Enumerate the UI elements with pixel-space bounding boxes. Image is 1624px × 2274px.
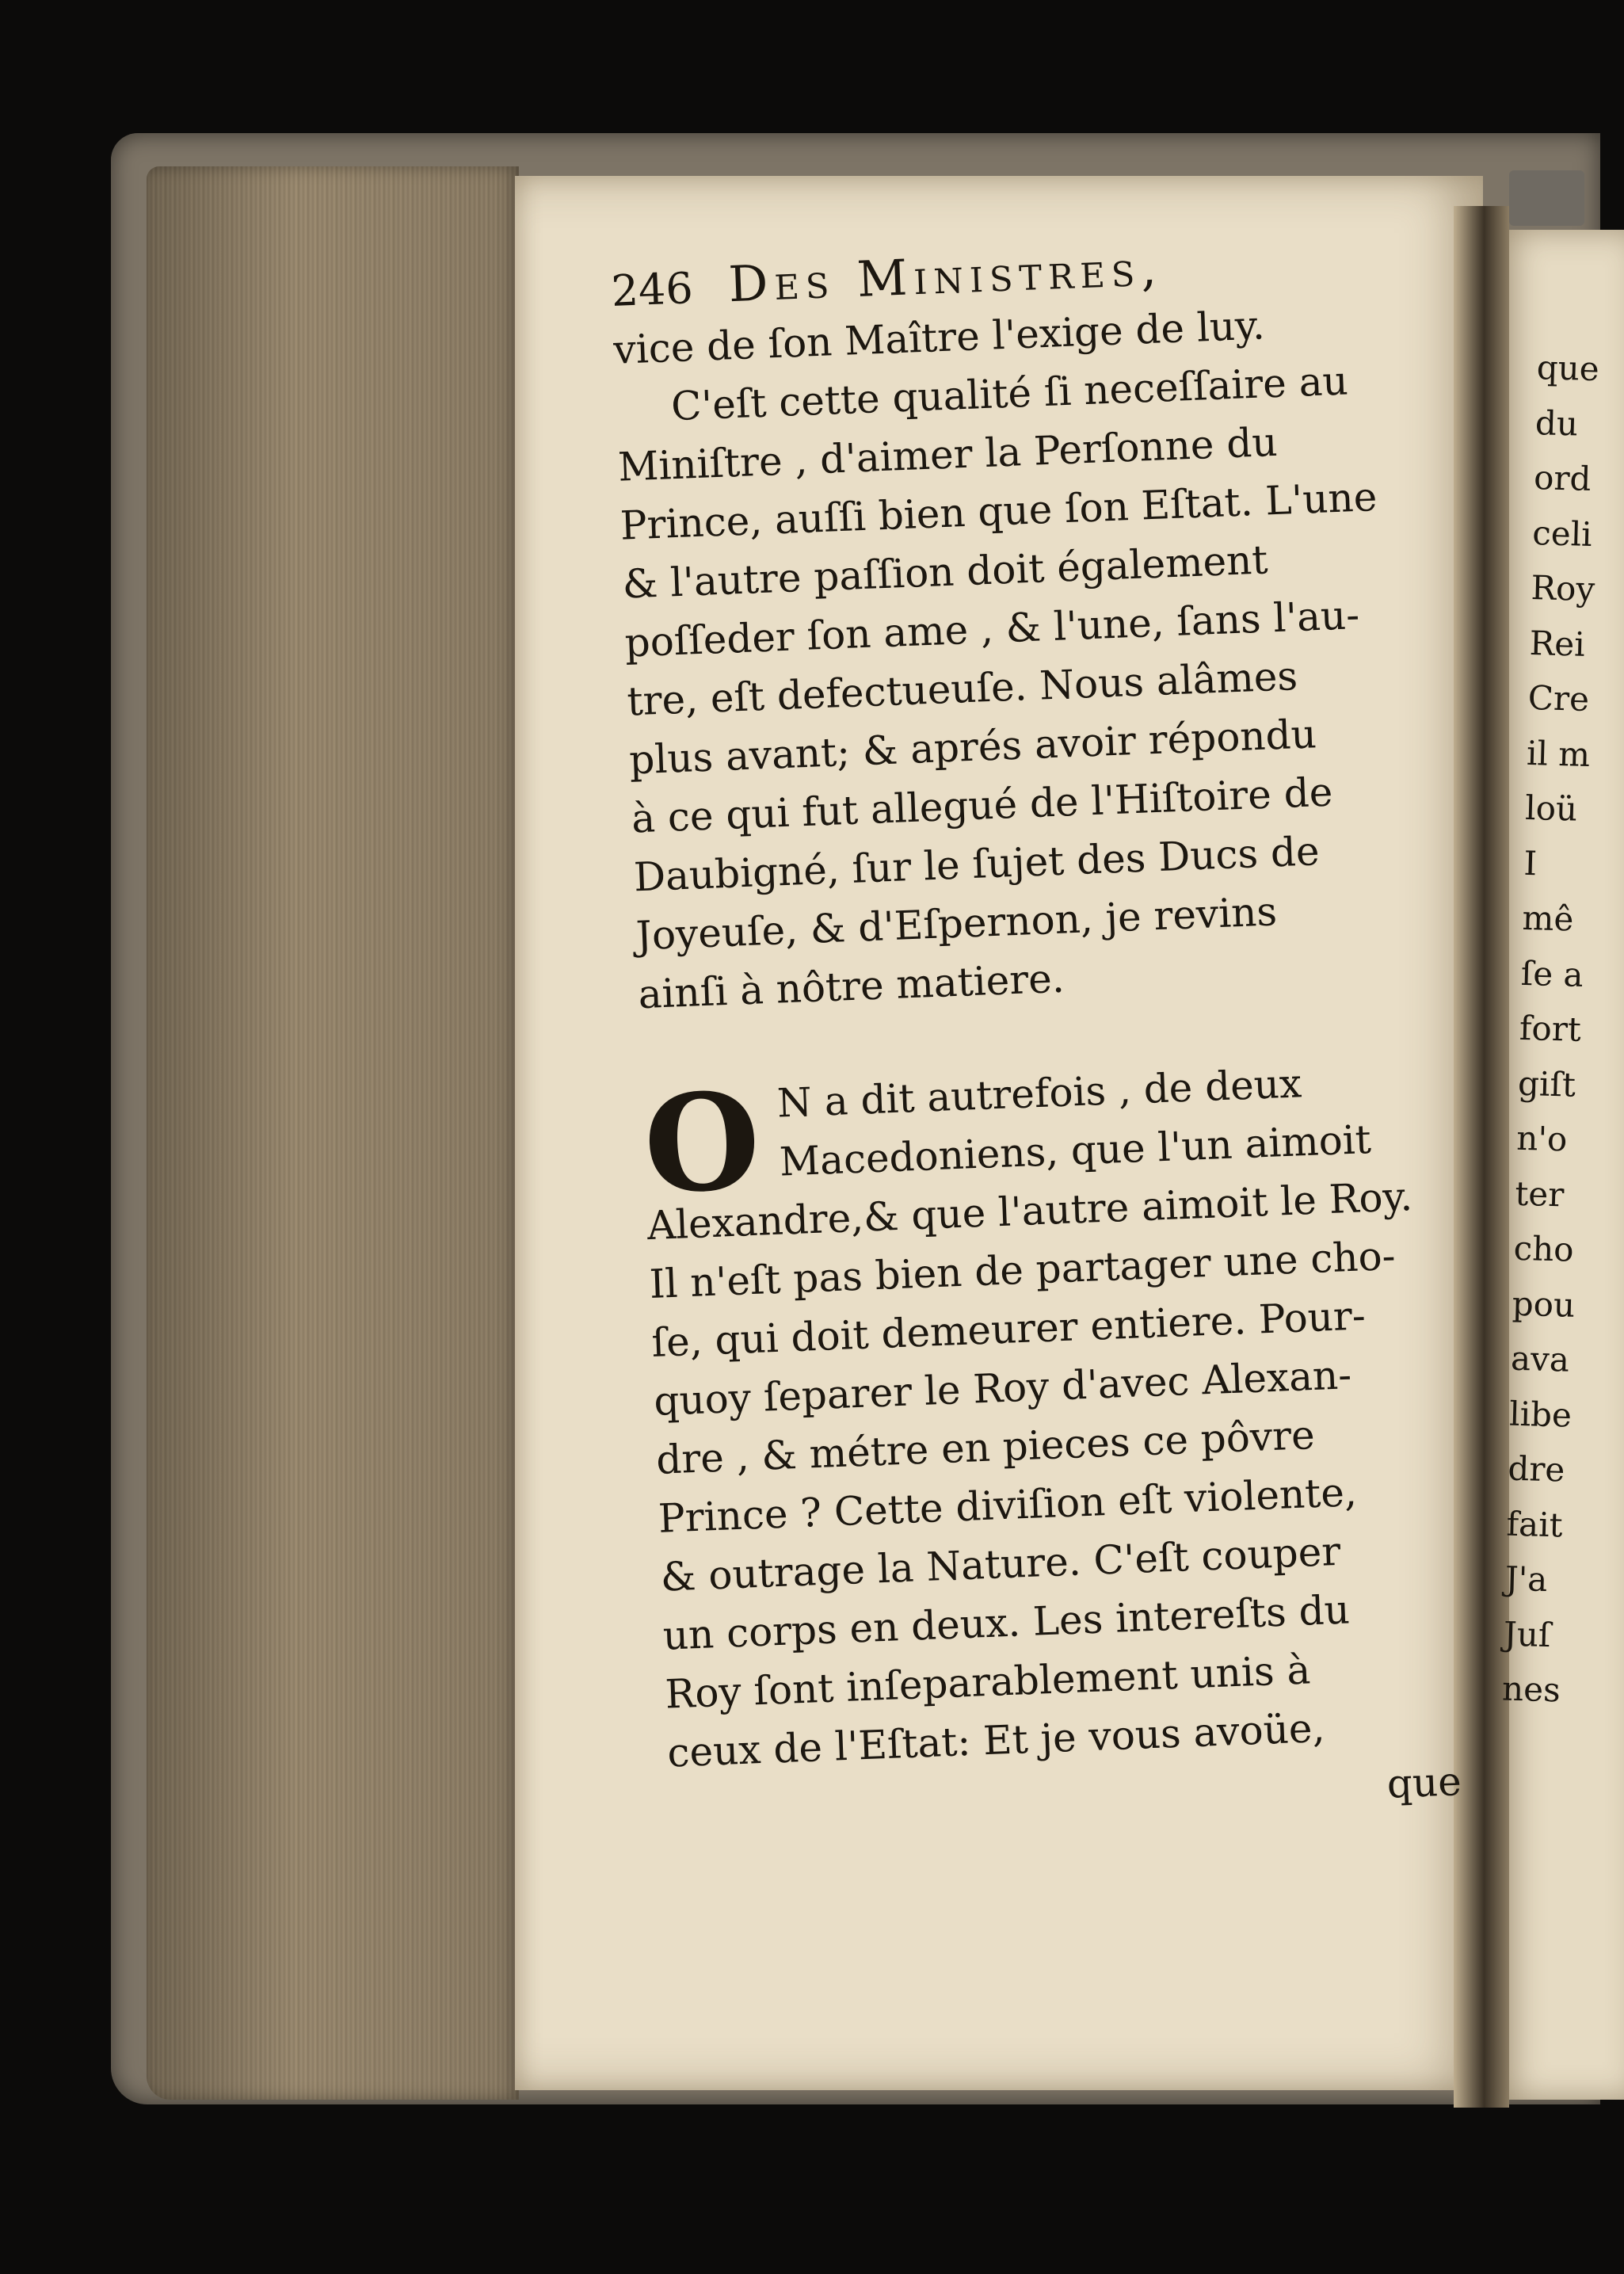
- right-page-line: mê: [1522, 898, 1574, 939]
- paragraph-1: [612, 288, 1486, 1024]
- text-line: vice de ſon Maître l'exige de luy.: [612, 302, 1266, 373]
- right-page-line: du: [1534, 403, 1579, 443]
- text-line: N a dit autrefois , de deux: [776, 1060, 1303, 1127]
- right-page-line: libe: [1508, 1394, 1573, 1435]
- text-line: tre, eſt defectueuſe. Nous alâmes: [626, 653, 1299, 725]
- text-line: Alexandre,& que l'autre aimoit le Roy.: [646, 1173, 1413, 1250]
- right-page-line: Roy: [1530, 568, 1595, 609]
- text-line: C'eſt cette qualité ſi neceſſaire au: [670, 357, 1349, 430]
- text-line: poſſeder ſon ame , & l'une, ſans l'au-: [623, 592, 1361, 666]
- left-page-text: [610, 225, 1518, 1841]
- right-page-line: dre: [1507, 1448, 1565, 1490]
- right-page-line: J'a: [1504, 1559, 1548, 1599]
- text-line: Il n'eſt pas bien de partager une cho-: [648, 1232, 1397, 1308]
- right-page-line: fait: [1506, 1504, 1564, 1544]
- drop-cap: O: [641, 1062, 764, 1224]
- right-page-line: il m: [1526, 733, 1591, 774]
- right-page-line: I: [1523, 843, 1538, 883]
- right-page-line: celi: [1531, 513, 1593, 554]
- right-page-line: Juſ: [1503, 1614, 1552, 1654]
- text-line: un corps en deux. Les intereſts du: [661, 1586, 1351, 1659]
- text-line: & l'autre paſſion doit également: [621, 536, 1269, 608]
- text-line: Prince ? Cette diviſion eſt violente,: [658, 1468, 1358, 1542]
- right-page-line: ava: [1510, 1338, 1570, 1379]
- text-line: plus avant; & aprés avoir répondu: [628, 711, 1317, 784]
- catchword: que: [1386, 1758, 1462, 1807]
- right-page-line: ord: [1533, 458, 1592, 498]
- right-page-line: n'o: [1515, 1118, 1568, 1159]
- right-page-line: Cre: [1527, 677, 1590, 719]
- right-page-line: giſt: [1517, 1063, 1576, 1105]
- paragraph-2: [642, 1047, 1515, 1782]
- right-page-line: cho: [1513, 1228, 1575, 1269]
- clasp-tab: [1509, 170, 1584, 226]
- text-line: dre , & métre en pieces ce pôvre: [655, 1411, 1316, 1483]
- right-page-line: Rei: [1529, 623, 1586, 664]
- text-line: ainſi à nôtre matiere.: [637, 955, 1066, 1018]
- right-page-line: fort: [1519, 1008, 1582, 1049]
- text-line: Miniſtre , d'aimer la Perſonne du: [617, 418, 1279, 490]
- page-number: 246: [610, 263, 694, 316]
- text-line: quoy ſeparer le Roy d'avec Alexan-: [653, 1352, 1353, 1425]
- right-page-line: nes: [1501, 1669, 1561, 1710]
- text-line: Joyeuſe, & d'Eſpernon, je revins: [635, 888, 1279, 960]
- text-line: & outrage la Nature. C'eſt couper: [659, 1528, 1342, 1601]
- right-page-line: loü: [1524, 788, 1578, 829]
- text-line: ceux de l'Eſtat: Et je vous avoüe,: [666, 1704, 1326, 1776]
- text-line: Daubigné, ſur le ſujet des Ducs de: [632, 828, 1321, 901]
- running-title: Des Ministres,: [727, 238, 1165, 314]
- text-line: Roy ſont inſeparablement unis à: [664, 1646, 1312, 1718]
- right-page-line: pou: [1512, 1284, 1576, 1325]
- text-line: Macedoniens, que l'un aimoit: [778, 1116, 1372, 1185]
- right-page-line: ſe a: [1520, 953, 1584, 994]
- text-line: à ce qui fut allegué de l'Hiſtoire de: [631, 769, 1334, 842]
- text-line: ſe, qui doit demeurer entiere. Pour-: [650, 1292, 1367, 1366]
- right-page-line: que: [1536, 348, 1600, 389]
- right-page-line: ter: [1514, 1173, 1565, 1214]
- text-line: Prince, auſſi bien que ſon Eſtat. L'une: [619, 474, 1378, 549]
